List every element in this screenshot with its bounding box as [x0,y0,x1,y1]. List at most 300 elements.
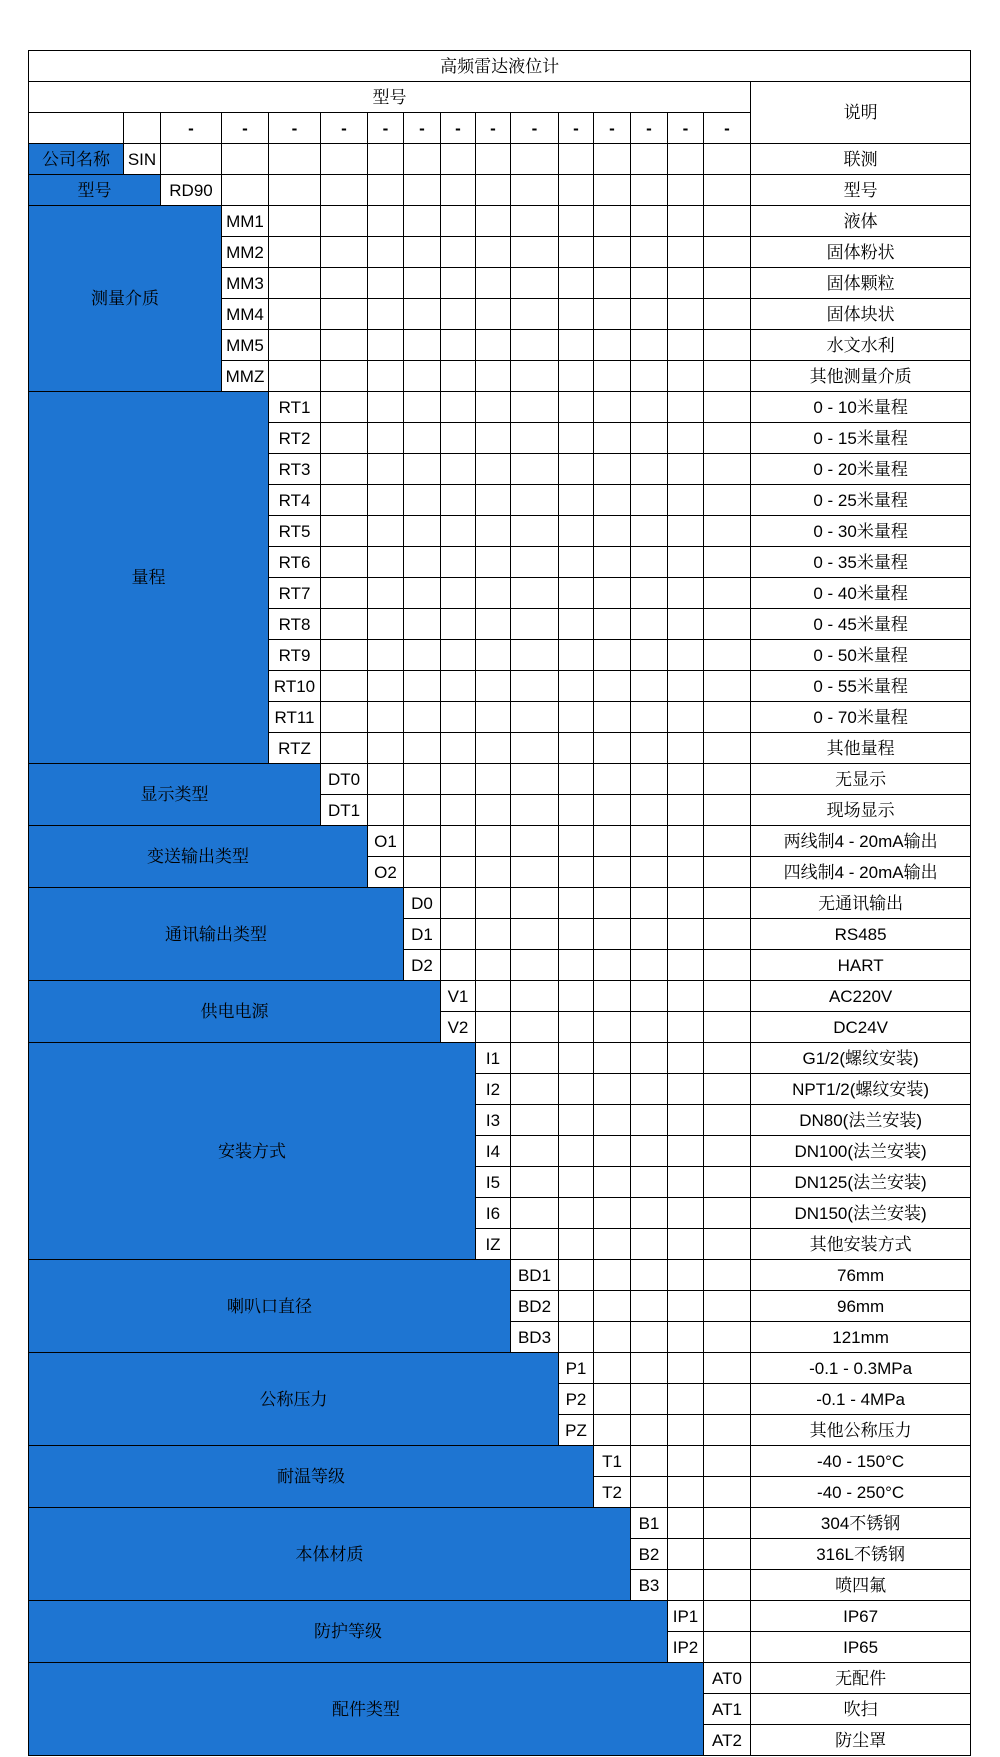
empty-cell [594,1105,631,1136]
empty-cell [476,919,511,950]
empty-cell [511,1229,559,1260]
empty-cell [704,1632,751,1663]
code-cell: B3 [631,1570,668,1601]
description-cell: DN80(法兰安装) [751,1105,971,1136]
empty-cell [269,144,321,175]
empty-cell [668,981,704,1012]
empty-cell [668,640,704,671]
empty-cell [594,857,631,888]
empty-cell [476,547,511,578]
empty-cell [222,144,269,175]
empty-cell [476,826,511,857]
empty-cell [441,330,476,361]
empty-cell [594,330,631,361]
section-label: 防护等级 [29,1601,668,1663]
empty-cell [668,1012,704,1043]
description-cell: 96mm [751,1291,971,1322]
empty-cell [321,268,368,299]
empty-cell [476,268,511,299]
empty-cell [631,1012,668,1043]
empty-cell [368,454,404,485]
empty-cell [511,1043,559,1074]
empty-cell [404,857,441,888]
empty-cell [404,485,441,516]
empty-cell [704,795,751,826]
empty-cell [594,1229,631,1260]
empty-cell [476,423,511,454]
description-cell: 其他安装方式 [751,1229,971,1260]
code-cell: PZ [559,1415,594,1446]
code-cell: O1 [368,826,404,857]
empty-cell [511,578,559,609]
section-label: 公称压力 [29,1353,559,1446]
empty-cell [269,237,321,268]
empty-cell [559,1012,594,1043]
code-cell: AT2 [704,1725,751,1756]
empty-cell [668,423,704,454]
code-cell: DT1 [321,795,368,826]
empty-cell [631,1291,668,1322]
code-cell: O2 [368,857,404,888]
empty-cell [476,454,511,485]
empty-cell [668,950,704,981]
code-cell: P1 [559,1353,594,1384]
empty-cell [631,299,668,330]
empty-cell [704,1508,751,1539]
description-cell: 0 - 50米量程 [751,640,971,671]
empty-cell [704,1291,751,1322]
empty-cell [404,640,441,671]
empty-cell [559,950,594,981]
description-cell: 水文水利 [751,330,971,361]
empty-cell [441,919,476,950]
empty-cell [559,299,594,330]
empty-cell [559,516,594,547]
empty-cell [368,609,404,640]
empty-cell [594,1384,631,1415]
dash-separator: - [631,113,668,144]
empty-cell [404,299,441,330]
empty-cell [594,671,631,702]
empty-cell [559,578,594,609]
empty-cell [476,640,511,671]
empty-cell [368,764,404,795]
empty-cell [704,578,751,609]
empty-cell [594,1074,631,1105]
empty-cell [704,1167,751,1198]
empty-cell [511,826,559,857]
empty-cell [631,578,668,609]
code-cell: RT5 [269,516,321,547]
dash-separator: - [321,113,368,144]
empty-cell [476,299,511,330]
empty-cell [559,609,594,640]
description-cell: 0 - 45米量程 [751,609,971,640]
description-cell: 四线制4 - 20mA输出 [751,857,971,888]
description-cell: -40 - 250°C [751,1477,971,1508]
description-cell: HART [751,950,971,981]
empty-cell [668,1415,704,1446]
empty-cell [594,547,631,578]
empty-cell [511,981,559,1012]
empty-cell [511,361,559,392]
empty-cell [321,671,368,702]
description-cell: RS485 [751,919,971,950]
code-cell: IZ [476,1229,511,1260]
table-body [29,144,971,1756]
empty-cell [668,175,704,206]
code-cell: T2 [594,1477,631,1508]
empty-cell [631,609,668,640]
empty-cell [511,175,559,206]
empty-cell [704,1415,751,1446]
description-cell: 液体 [751,206,971,237]
empty-cell [631,1415,668,1446]
empty-cell [704,1043,751,1074]
empty-cell [594,888,631,919]
empty-cell [404,609,441,640]
empty-cell [559,392,594,423]
empty-cell [704,485,751,516]
empty-cell [631,826,668,857]
empty-cell [511,516,559,547]
empty-cell [704,1353,751,1384]
empty-cell [559,144,594,175]
description-cell: 76mm [751,1260,971,1291]
empty-cell [704,888,751,919]
empty-cell [511,888,559,919]
empty-cell [668,1322,704,1353]
empty-cell [476,237,511,268]
empty-cell [269,361,321,392]
empty-cell [476,764,511,795]
empty-cell [631,1260,668,1291]
code-cell: P2 [559,1384,594,1415]
empty-cell [441,826,476,857]
empty-cell [404,423,441,454]
empty-cell [594,392,631,423]
empty-cell [631,640,668,671]
empty-cell [321,733,368,764]
empty-cell [559,1229,594,1260]
empty-cell [441,888,476,919]
code-cell: I4 [476,1136,511,1167]
empty-cell [631,702,668,733]
model-selection-table [28,50,971,1756]
empty-cell [668,237,704,268]
code-cell: RT6 [269,547,321,578]
empty-cell [594,764,631,795]
empty-cell [631,423,668,454]
code-cell: I5 [476,1167,511,1198]
empty-cell [631,1136,668,1167]
empty-cell [368,485,404,516]
empty-cell [594,175,631,206]
code-cell: AT1 [704,1694,751,1725]
empty-cell [476,175,511,206]
empty-cell [594,1353,631,1384]
empty-cell [559,1043,594,1074]
empty-cell [668,1167,704,1198]
empty-cell [368,640,404,671]
empty-cell [559,547,594,578]
empty-cell [559,1260,594,1291]
empty-cell [704,1477,751,1508]
dash-separator: - [161,113,222,144]
empty-cell [668,1539,704,1570]
empty-cell [441,640,476,671]
empty-cell [704,671,751,702]
empty-cell [559,671,594,702]
description-cell: 固体粉状 [751,237,971,268]
section-label: 量程 [29,392,269,764]
empty-cell [594,1012,631,1043]
empty-cell [559,764,594,795]
description-cell: 0 - 15米量程 [751,423,971,454]
empty-cell [594,516,631,547]
empty-cell [704,1384,751,1415]
empty-cell [559,268,594,299]
empty-cell [321,237,368,268]
empty-cell [511,330,559,361]
empty-cell [704,640,751,671]
empty-cell [704,1074,751,1105]
section-label: 喇叭口直径 [29,1260,511,1353]
code-cell: SIN [124,144,161,175]
empty-cell [511,454,559,485]
description-cell: 防尘罩 [751,1725,971,1756]
empty-cell [594,578,631,609]
empty-cell [631,144,668,175]
code-cell: IP2 [668,1632,704,1663]
empty-cell [594,702,631,733]
empty-cell [321,640,368,671]
description-cell: 无显示 [751,764,971,795]
empty-cell [594,950,631,981]
empty-cell [668,919,704,950]
empty-cell [631,1043,668,1074]
empty-cell [594,454,631,485]
section-label: 型号 [29,175,161,206]
empty-cell [368,144,404,175]
empty-cell [668,485,704,516]
description-cell: 固体颗粒 [751,268,971,299]
empty-cell [511,1105,559,1136]
empty-cell [559,485,594,516]
dash-separator: - [668,113,704,144]
empty-cell [441,795,476,826]
empty-cell [668,764,704,795]
code-cell: MM5 [222,330,269,361]
empty-cell [368,268,404,299]
empty-cell [559,888,594,919]
empty-cell [668,826,704,857]
empty-cell [594,1291,631,1322]
empty-cell [668,299,704,330]
code-cell: RD90 [161,175,222,206]
empty-cell [441,609,476,640]
dash-separator: - [476,113,511,144]
code-cell: MM2 [222,237,269,268]
empty-cell [631,1229,668,1260]
empty-cell [559,237,594,268]
empty-cell [631,175,668,206]
empty-cell [441,361,476,392]
description-cell: 0 - 40米量程 [751,578,971,609]
description-cell: 吹扫 [751,1694,971,1725]
empty-cell [704,857,751,888]
section-label: 公司名称 [29,144,124,175]
empty-cell [631,361,668,392]
empty-cell [441,423,476,454]
empty-cell [704,733,751,764]
empty-cell [704,206,751,237]
empty-cell [368,547,404,578]
description-cell: NPT1/2(螺纹安装) [751,1074,971,1105]
empty-cell [631,1322,668,1353]
empty-cell [594,1043,631,1074]
empty-cell [668,361,704,392]
empty-cell [668,1229,704,1260]
empty-cell [269,268,321,299]
empty-cell [631,237,668,268]
description-cell: 304不锈钢 [751,1508,971,1539]
empty-cell [704,702,751,733]
empty-cell [511,1167,559,1198]
empty-cell [368,578,404,609]
empty-cell [704,423,751,454]
empty-cell [368,330,404,361]
code-cell: I3 [476,1105,511,1136]
empty-cell [704,1446,751,1477]
code-cell: DT0 [321,764,368,795]
model-code-header: 型号 [29,82,751,113]
code-cell: B1 [631,1508,668,1539]
empty-cell [404,702,441,733]
empty-cell [631,454,668,485]
description-cell: -40 - 150°C [751,1446,971,1477]
empty-cell [404,547,441,578]
empty-cell [511,268,559,299]
description-cell: DN125(法兰安装) [751,1167,971,1198]
code-cell: RT7 [269,578,321,609]
empty-cell [559,1105,594,1136]
code-cell: MM1 [222,206,269,237]
description-cell: 0 - 20米量程 [751,454,971,485]
description-cell: 0 - 55米量程 [751,671,971,702]
description-cell: AC220V [751,981,971,1012]
empty-cell [668,206,704,237]
empty-cell [559,1167,594,1198]
description-cell: -0.1 - 0.3MPa [751,1353,971,1384]
empty-cell [559,826,594,857]
description-cell: 无通讯输出 [751,888,971,919]
dash-separator: - [441,113,476,144]
empty-cell [441,857,476,888]
empty-cell [476,795,511,826]
empty-cell [631,1477,668,1508]
empty-cell [631,268,668,299]
empty-cell [559,640,594,671]
empty-cell [441,733,476,764]
section-label: 本体材质 [29,1508,631,1601]
code-cell: IP1 [668,1601,704,1632]
empty-cell [704,268,751,299]
empty-cell [594,299,631,330]
empty-cell [668,144,704,175]
empty-cell [704,1198,751,1229]
empty-cell [594,423,631,454]
description-header: 说明 [751,82,971,144]
empty-cell [668,1136,704,1167]
description-cell: 0 - 35米量程 [751,547,971,578]
empty-cell [704,144,751,175]
code-cell: RT2 [269,423,321,454]
empty-cell [704,981,751,1012]
empty-cell [631,919,668,950]
empty-cell [511,547,559,578]
description-cell: 0 - 10米量程 [751,392,971,423]
empty-cell [511,764,559,795]
description-cell: 固体块状 [751,299,971,330]
empty-cell [404,516,441,547]
table-header [29,51,971,144]
empty-cell [668,1508,704,1539]
empty-cell [704,764,751,795]
empty-cell [594,268,631,299]
empty-cell [559,795,594,826]
section-label: 耐温等级 [29,1446,594,1508]
empty-cell [668,547,704,578]
empty-cell [631,764,668,795]
empty-cell [631,1105,668,1136]
empty-cell [476,392,511,423]
empty-cell [321,578,368,609]
empty-cell [704,919,751,950]
empty-cell [668,857,704,888]
empty-cell [222,175,269,206]
empty-cell [668,1074,704,1105]
section-label: 通讯输出类型 [29,888,404,981]
empty-cell [441,547,476,578]
empty-cell [668,609,704,640]
empty-cell [404,361,441,392]
empty-cell [559,857,594,888]
empty-cell [476,516,511,547]
empty-cell [594,1136,631,1167]
code-cell: RTZ [269,733,321,764]
empty-cell [668,1198,704,1229]
empty-cell [368,671,404,702]
empty-cell [476,206,511,237]
empty-cell [559,1198,594,1229]
empty-cell [594,361,631,392]
description-cell: 联测 [751,144,971,175]
empty-cell [631,888,668,919]
empty-cell [631,485,668,516]
code-cell: AT0 [704,1663,751,1694]
empty-cell [269,299,321,330]
code-cell: RT8 [269,609,321,640]
empty-cell [594,485,631,516]
empty-cell [441,454,476,485]
empty-cell [476,361,511,392]
empty-cell [668,888,704,919]
empty-cell [321,144,368,175]
empty-cell [511,640,559,671]
code-cell: RT9 [269,640,321,671]
empty-cell [269,330,321,361]
